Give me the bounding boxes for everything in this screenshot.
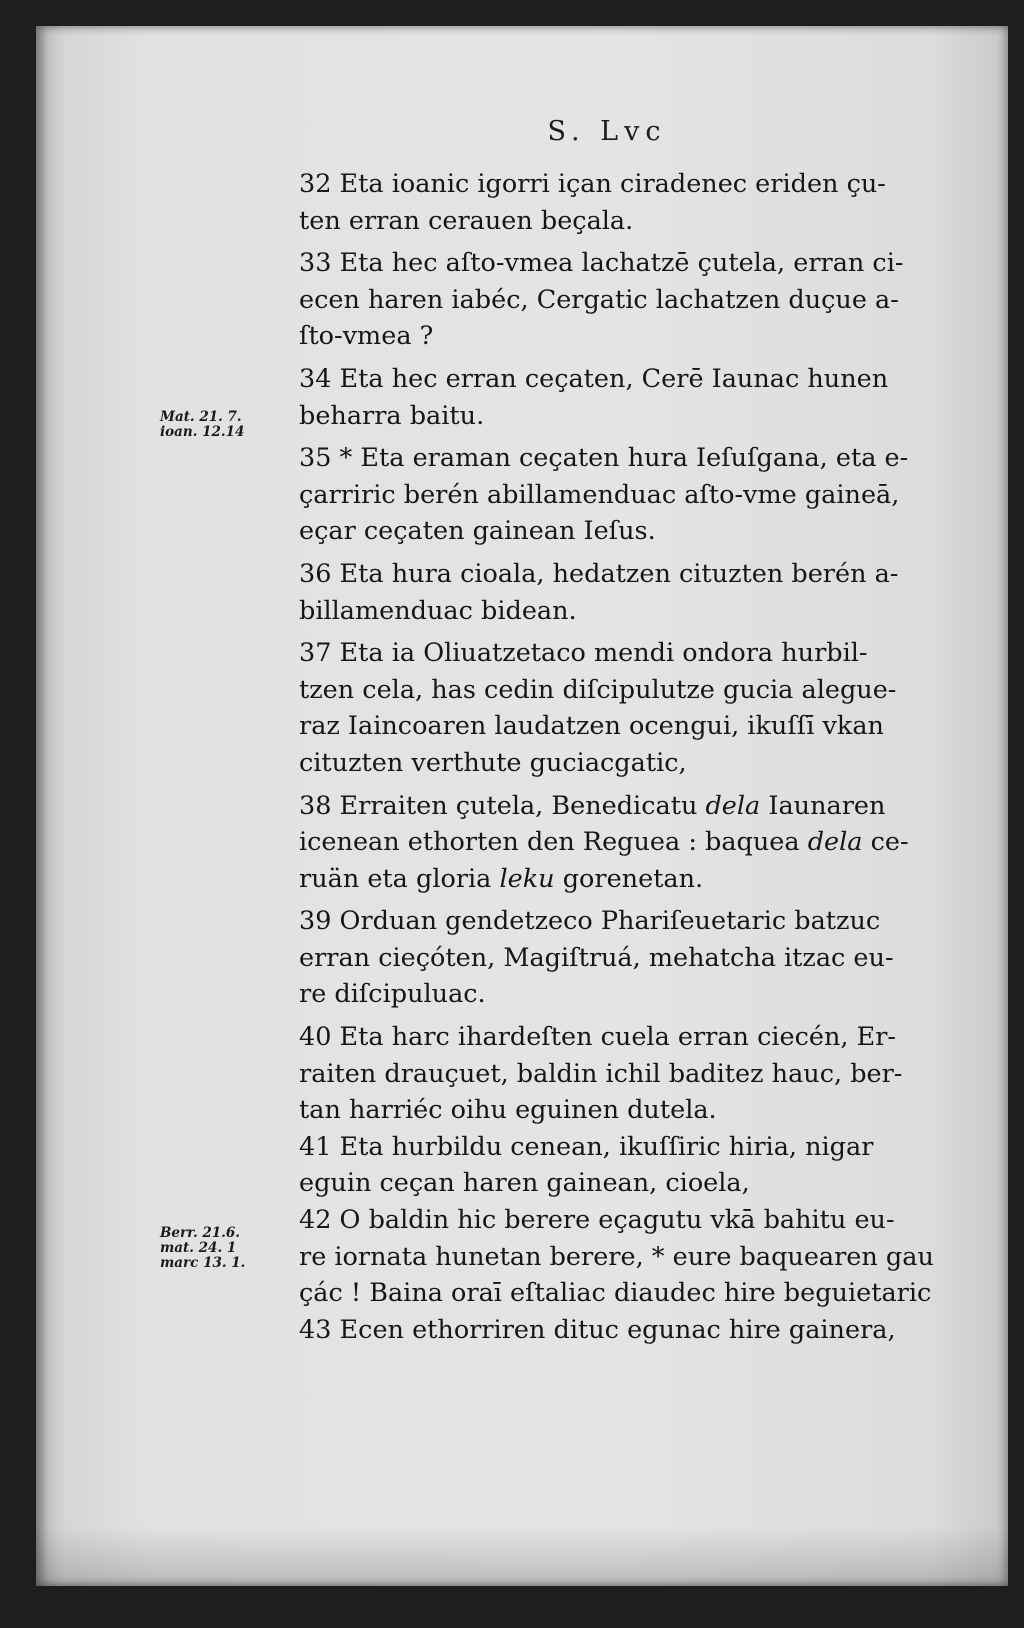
- margin-note-references-1: [160, 410, 244, 440]
- verse-line: [299, 824, 999, 861]
- verse-segment: ce-: [870, 827, 909, 858]
- verse-line: [299, 788, 999, 825]
- verse-segment-italic: leku: [499, 863, 555, 894]
- verse-text: [299, 166, 999, 1348]
- verse-line: raiten drauçuet, baldin ichil baditez hauc, ber-: [299, 1058, 903, 1089]
- verse-line: eçar ceçaten gainean Ieſus.: [299, 516, 656, 547]
- verse-line: re diſcipuluac.: [299, 979, 486, 1010]
- verse-line: erran cieçóten, Magiſtruá, mehatcha itzac eu-: [299, 942, 894, 973]
- verse-line: 42 O baldin hic berere eçagutu vkā bahitu eu-: [299, 1205, 895, 1236]
- verse-segment: gorenetan.: [562, 863, 704, 894]
- verse-line: 36 Eta hura cioala, hedatzen cituzten berén a-: [299, 558, 899, 589]
- verse-line: eguin ceçan haren gainean, cioela,: [299, 1168, 750, 1199]
- verse-line: 32 Eta ioanic igorri içan ciradenec eriden çu-: [299, 169, 886, 199]
- verse-line: 35 * Eta eraman ceçaten hura Ieſuſgana, eta e-: [299, 443, 909, 474]
- verse-line: 33 Eta hec aſto-vmea lachatzē çutela, erran ci-: [299, 248, 904, 279]
- verse-line: beharra baitu.: [299, 400, 485, 431]
- verse-line: 40 Eta harc ihardeſten cuela erran ciecén, Er-: [299, 1022, 897, 1053]
- verse-line: çarriric berén abillamenduac aſto-vme gaineā,: [299, 479, 900, 510]
- margin-note-line: ioan. 12.14: [160, 424, 245, 440]
- verse-line: raz Iaincoaren laudatzen ocengui, ikuſſī vkan: [299, 711, 884, 742]
- verse-line: 37 Eta ia Oliuatzetaco mendi ondora hurbil-: [299, 638, 868, 669]
- verse-line: tzen cela, has cedin diſcipulutze gucia alegue-: [299, 674, 897, 705]
- margin-note-line: Mat. 21. 7.: [160, 409, 242, 425]
- margin-note-line: marc 13. 1.: [160, 1255, 246, 1271]
- verse-line: 34 Eta hec erran ceçaten, Cerē Iaunac hunen: [299, 363, 889, 394]
- verse-line: re iornata hunetan berere, * eure baquearen gau: [299, 1241, 934, 1272]
- verse-segment: Iaunaren: [768, 790, 886, 821]
- verse-line: 41 Eta hurbildu cenean, ikuſſiric hiria, nigar: [299, 1131, 874, 1162]
- margin-note-line: Berr. 21.6.: [160, 1225, 240, 1241]
- page-sheet: [36, 26, 1008, 1586]
- margin-note-references-2: [160, 1226, 245, 1271]
- verse-line: [299, 861, 999, 898]
- verse-line: 43 Ecen ethorriren dituc egunac hire gainera,: [299, 1314, 896, 1345]
- verse-segment: ruän eta gloria: [299, 863, 492, 894]
- margin-note-line: mat. 24. 1: [160, 1240, 237, 1256]
- verse-line: ecen haren iabéc, Cergatic lachatzen duçue a-: [299, 284, 899, 315]
- verse-line: ten erran cerauen beçala.: [299, 205, 634, 236]
- verse-line: cituzten verthute guciacgatic,: [299, 747, 687, 778]
- verse-segment: icenean ethorten den Reguea : baquea: [299, 827, 800, 858]
- verse-line: 39 Orduan gendetzeco Phariſeuetaric batzuc: [299, 906, 881, 937]
- running-head: S. Lvc: [547, 116, 667, 147]
- verse-segment-italic: dela: [705, 790, 761, 821]
- verse-segment-italic: dela: [807, 827, 863, 858]
- verse-line: ſto-vmea ?: [299, 321, 434, 352]
- verse-line: billamenduac bidean.: [299, 595, 577, 626]
- verse-line: tan harriéc oihu eguinen dutela.: [299, 1095, 717, 1126]
- verse-segment: 38 Erraiten çutela, Benedicatu: [299, 790, 698, 821]
- verse-line: çác ! Baina oraī eſtaliac diaudec hire beguietaric: [299, 1278, 932, 1309]
